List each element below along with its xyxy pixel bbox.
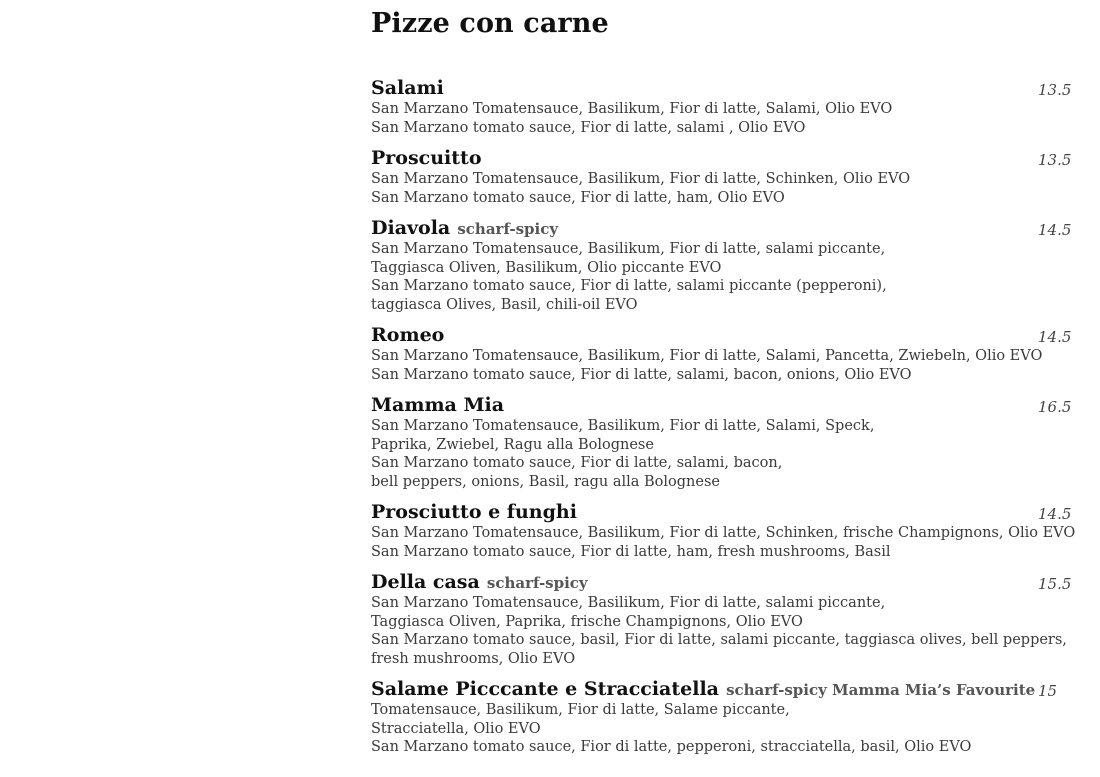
menu-item	[371, 147, 1071, 207]
menu-item-name: Diavola	[371, 217, 451, 239]
menu-item-header	[371, 571, 1071, 594]
menu-item	[371, 678, 1071, 757]
menu-item-price: 13.5	[1038, 81, 1072, 99]
menu-item-price: 15.5	[1038, 575, 1072, 593]
menu-item-header	[371, 77, 1071, 100]
menu-item-price: 14.5	[1038, 505, 1072, 523]
menu-item	[371, 77, 1071, 137]
page-title: Pizze con carne	[371, 8, 609, 39]
menu-item-tag: scharf-spicy	[486, 574, 588, 592]
menu-item-price: 14.5	[1038, 221, 1072, 239]
menu-item	[371, 394, 1071, 491]
menu-item-name: Della casa	[371, 571, 480, 593]
menu-item-name: Proscuitto	[371, 147, 482, 169]
menu-item-description-line: Taggiasca Oliven, Basilikum, Olio piccante EVO	[371, 259, 722, 276]
menu-item-description-line: San Marzano Tomatensauce, Basilikum, Fior di latte, salami piccante,	[371, 595, 886, 611]
menu-item-description-line: fresh mushrooms, Olio EVO	[371, 650, 576, 667]
menu-item-description-line: taggiasca Olives, Basil, chili-oil EVO	[371, 296, 638, 313]
menu-item-description-line: San Marzano tomato sauce, Fior di latte, salami piccante (pepperoni),	[371, 278, 887, 294]
menu-item-description-line: Tomatensauce, Basilikum, Fior di latte, Salame piccante,	[371, 702, 790, 718]
menu-item-description-line: Paprika, Zwiebel, Ragu alla Bolognese	[371, 436, 654, 453]
menu-item-description-line: San Marzano tomato sauce, Fior di latte, ham, fresh mushrooms, Basil	[371, 543, 891, 560]
menu-item-price: 15	[1038, 682, 1058, 700]
menu-item-price: 13.5	[1038, 151, 1072, 169]
menu-item-name: Romeo	[371, 324, 445, 346]
menu-item-header	[371, 217, 1071, 240]
menu-list	[371, 77, 1076, 767]
menu-item-tag: scharf-spicy Mamma Mia’s Favourite	[726, 681, 1036, 699]
menu-item-name: Prosciutto e funghi	[371, 501, 577, 523]
menu-item-name: Salame Picccante e Stracciatella	[371, 678, 719, 700]
menu-item-description-line: San Marzano tomato sauce, Fior di latte, salami, bacon, onions, Olio EVO	[371, 366, 912, 383]
menu-item-header	[371, 678, 1071, 701]
menu-item-description-line: Stracciatella, Olio EVO	[371, 720, 541, 737]
menu-item-tag: scharf-spicy	[457, 220, 559, 238]
menu-item-header	[371, 147, 1071, 170]
menu-item-description-line: San Marzano Tomatensauce, Basilikum, Fior di latte, salami piccante,	[371, 241, 886, 257]
menu-item-description-line: San Marzano Tomatensauce, Basilikum, Fior di latte, Schinken, Olio EVO	[371, 171, 911, 187]
menu-item-description-line: San Marzano tomato sauce, Fior di latte, ham, Olio EVO	[371, 189, 785, 206]
menu-item	[371, 217, 1071, 314]
menu-item-description-line: San Marzano Tomatensauce, Basilikum, Fior di latte, Salami, Olio EVO	[371, 101, 893, 117]
menu-item-price: 14.5	[1038, 328, 1072, 346]
menu-item-description-line: Taggiasca Oliven, Paprika, frische Champignons, Olio EVO	[371, 613, 803, 630]
menu-item	[371, 571, 1071, 668]
menu-item-name: Mamma Mia	[371, 394, 505, 416]
menu-item-header	[371, 324, 1071, 347]
menu-item-description-line: San Marzano tomato sauce, Fior di latte, salami , Olio EVO	[371, 119, 806, 136]
menu-item-description-line: San Marzano tomato sauce, Fior di latte, pepperoni, stracciatella, basil, Olio EVO	[371, 739, 972, 755]
menu-item-price: 16.5	[1038, 398, 1072, 416]
menu-item-description-line: San Marzano tomato sauce, basil, Fior di latte, salami piccante, taggiasca olives, bell peppers,	[371, 632, 1067, 648]
menu-item-header	[371, 394, 1071, 417]
menu-item-description-line: San Marzano Tomatensauce, Basilikum, Fior di latte, Salami, Speck,	[371, 418, 875, 434]
menu-item-description-line: bell peppers, onions, Basil, ragu alla Bolognese	[371, 473, 720, 490]
menu-item-description-line: San Marzano Tomatensauce, Basilikum, Fior di latte, Schinken, frische Champignons, Olio EVO	[371, 525, 1076, 541]
menu-item-description-line: San Marzano tomato sauce, Fior di latte, salami, bacon,	[371, 455, 783, 471]
menu-item	[371, 501, 1076, 561]
menu-item-header	[371, 501, 1071, 524]
menu-item-description-line: San Marzano Tomatensauce, Basilikum, Fior di latte, Salami, Pancetta, Zwiebeln, Olio EVO	[371, 348, 1043, 364]
menu-item-name: Salami	[371, 77, 444, 99]
menu-item	[371, 324, 1071, 384]
